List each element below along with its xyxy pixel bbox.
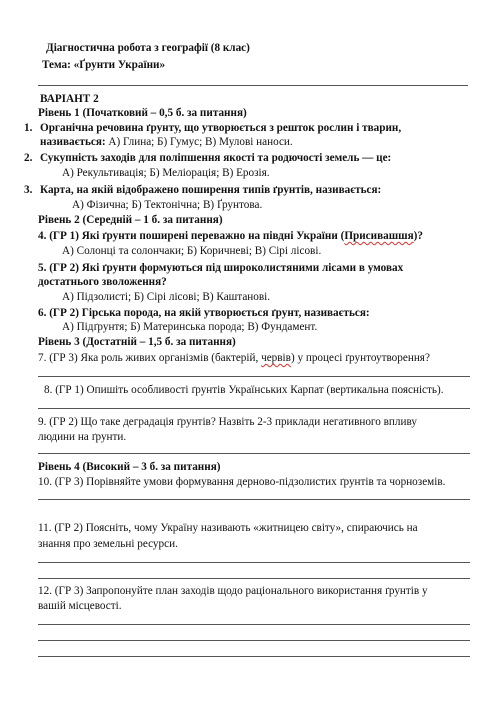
- q7-text-part1: 7. (ГР 3) Яка роль живих організмів (бактерій,: [38, 352, 262, 364]
- q4-text-part1: 4. (ГР 1) Які ґрунти поширені переважно на півдні України (: [38, 230, 345, 242]
- q11-answer-line-1: [38, 562, 470, 563]
- q12-text-line2: вашій місцевості.: [38, 600, 122, 612]
- variant-label: ВАРІАНТ 2: [40, 93, 99, 105]
- q1-label: називається:: [40, 136, 109, 148]
- q1-text-line2: [40, 136, 293, 149]
- q4-spellcheck-word: Присивашшя: [344, 230, 414, 242]
- level-4-heading: Рівень 4 (Високий – 3 б. за питання): [38, 461, 221, 473]
- q1-options: А) Глина; Б) Гумус; В) Мулові наноси.: [108, 136, 293, 148]
- q11-text-line2: знання про земельні ресурси.: [38, 538, 178, 550]
- level-1-heading: Рівень 1 (Початковий – 0,5 б. за питання): [38, 107, 247, 119]
- level-2-heading: Рівень 2 (Середній – 1 б. за питання): [38, 214, 223, 226]
- q12-answer-line-3: [38, 656, 470, 657]
- q6-options: А) Підґрунтя; Б) Материнська порода; В) Фундамент.: [62, 321, 318, 333]
- q12-text-line1: 12. (ГР 3) Запропонуйте план заходів щодо раціонального використання ґрунтів у: [38, 585, 428, 597]
- level-3-heading: Рівень 3 (Достатній – 1,5 б. за питання): [38, 336, 236, 348]
- q4-text: [38, 230, 423, 243]
- q9-text-line2: людини на ґрунти.: [38, 431, 127, 443]
- q2-number: 2.: [24, 152, 33, 164]
- q1-number: 1.: [24, 122, 33, 134]
- q11-text-line1: 11. (ГР 2) Поясніть, чому Україну називають «житницею світу», спираючись на: [38, 522, 418, 534]
- q3-number: 3.: [24, 184, 33, 196]
- header-divider: [38, 85, 468, 86]
- q7-text: [38, 352, 430, 365]
- q4-options: А) Солонці та солончаки; Б) Коричневі; В) Сірі лісові.: [62, 245, 322, 257]
- q10-text: 10. (ГР 3) Порівняйте умови формування дерново-підзолистих ґрунтів та чорноземів.: [38, 476, 446, 488]
- q5-text-line2: достатнього зволоження?: [38, 276, 167, 288]
- q9-answer-line: [38, 453, 470, 454]
- q7-text-part3: ) у процесі ґрунтоутворення?: [290, 352, 430, 364]
- q7-answer-line: [38, 376, 470, 377]
- q12-answer-line-2: [38, 640, 470, 641]
- q11-answer-line-2: [38, 578, 470, 579]
- q9-text-line1: 9. (ГР 2) Що таке деградація ґрунтів? Назвіть 2-3 приклади негативного впливу: [38, 416, 417, 428]
- q3-text: Карта, на якій відображено поширення типів ґрунтів, називається:: [40, 184, 382, 196]
- document-topic: Тема: «Ґрунти України»: [42, 59, 166, 71]
- q12-answer-line-1: [38, 624, 470, 625]
- q8-answer-line: [38, 408, 470, 409]
- q3-options: А) Фізична; Б) Тектонічна; В) Ґрунтова.: [72, 199, 263, 211]
- q5-options: А) Підзолисті; Б) Сірі лісові; В) Каштанові.: [62, 291, 271, 303]
- q2-text: Сукупність заходів для поліпшення якості та родючості земель — це:: [40, 152, 392, 164]
- q1-text-line1: Органічна речовина ґрунту, що утворюється з решток рослин і тварин,: [40, 122, 402, 134]
- q7-spellcheck-word: червів: [261, 352, 291, 364]
- q6-text: 6. (ГР 2) Гірська порода, на якій утворюється ґрунт, називається:: [38, 307, 370, 319]
- q10-answer-line: [38, 499, 470, 500]
- q5-text-line1: 5. (ГР 2) Які ґрунти формуються під широколистяними лісами в умовах: [38, 262, 404, 274]
- q4-text-part3: )?: [413, 230, 423, 242]
- q8-text: 8. (ГР 1) Опишіть особливості ґрунтів Українських Карпат (вертикальна поясність).: [44, 384, 444, 396]
- document-title: Діагностична робота з географії (8 клас): [46, 42, 250, 54]
- q2-options: А) Рекультивація; Б) Меліорація; В) Ерозія.: [62, 167, 270, 179]
